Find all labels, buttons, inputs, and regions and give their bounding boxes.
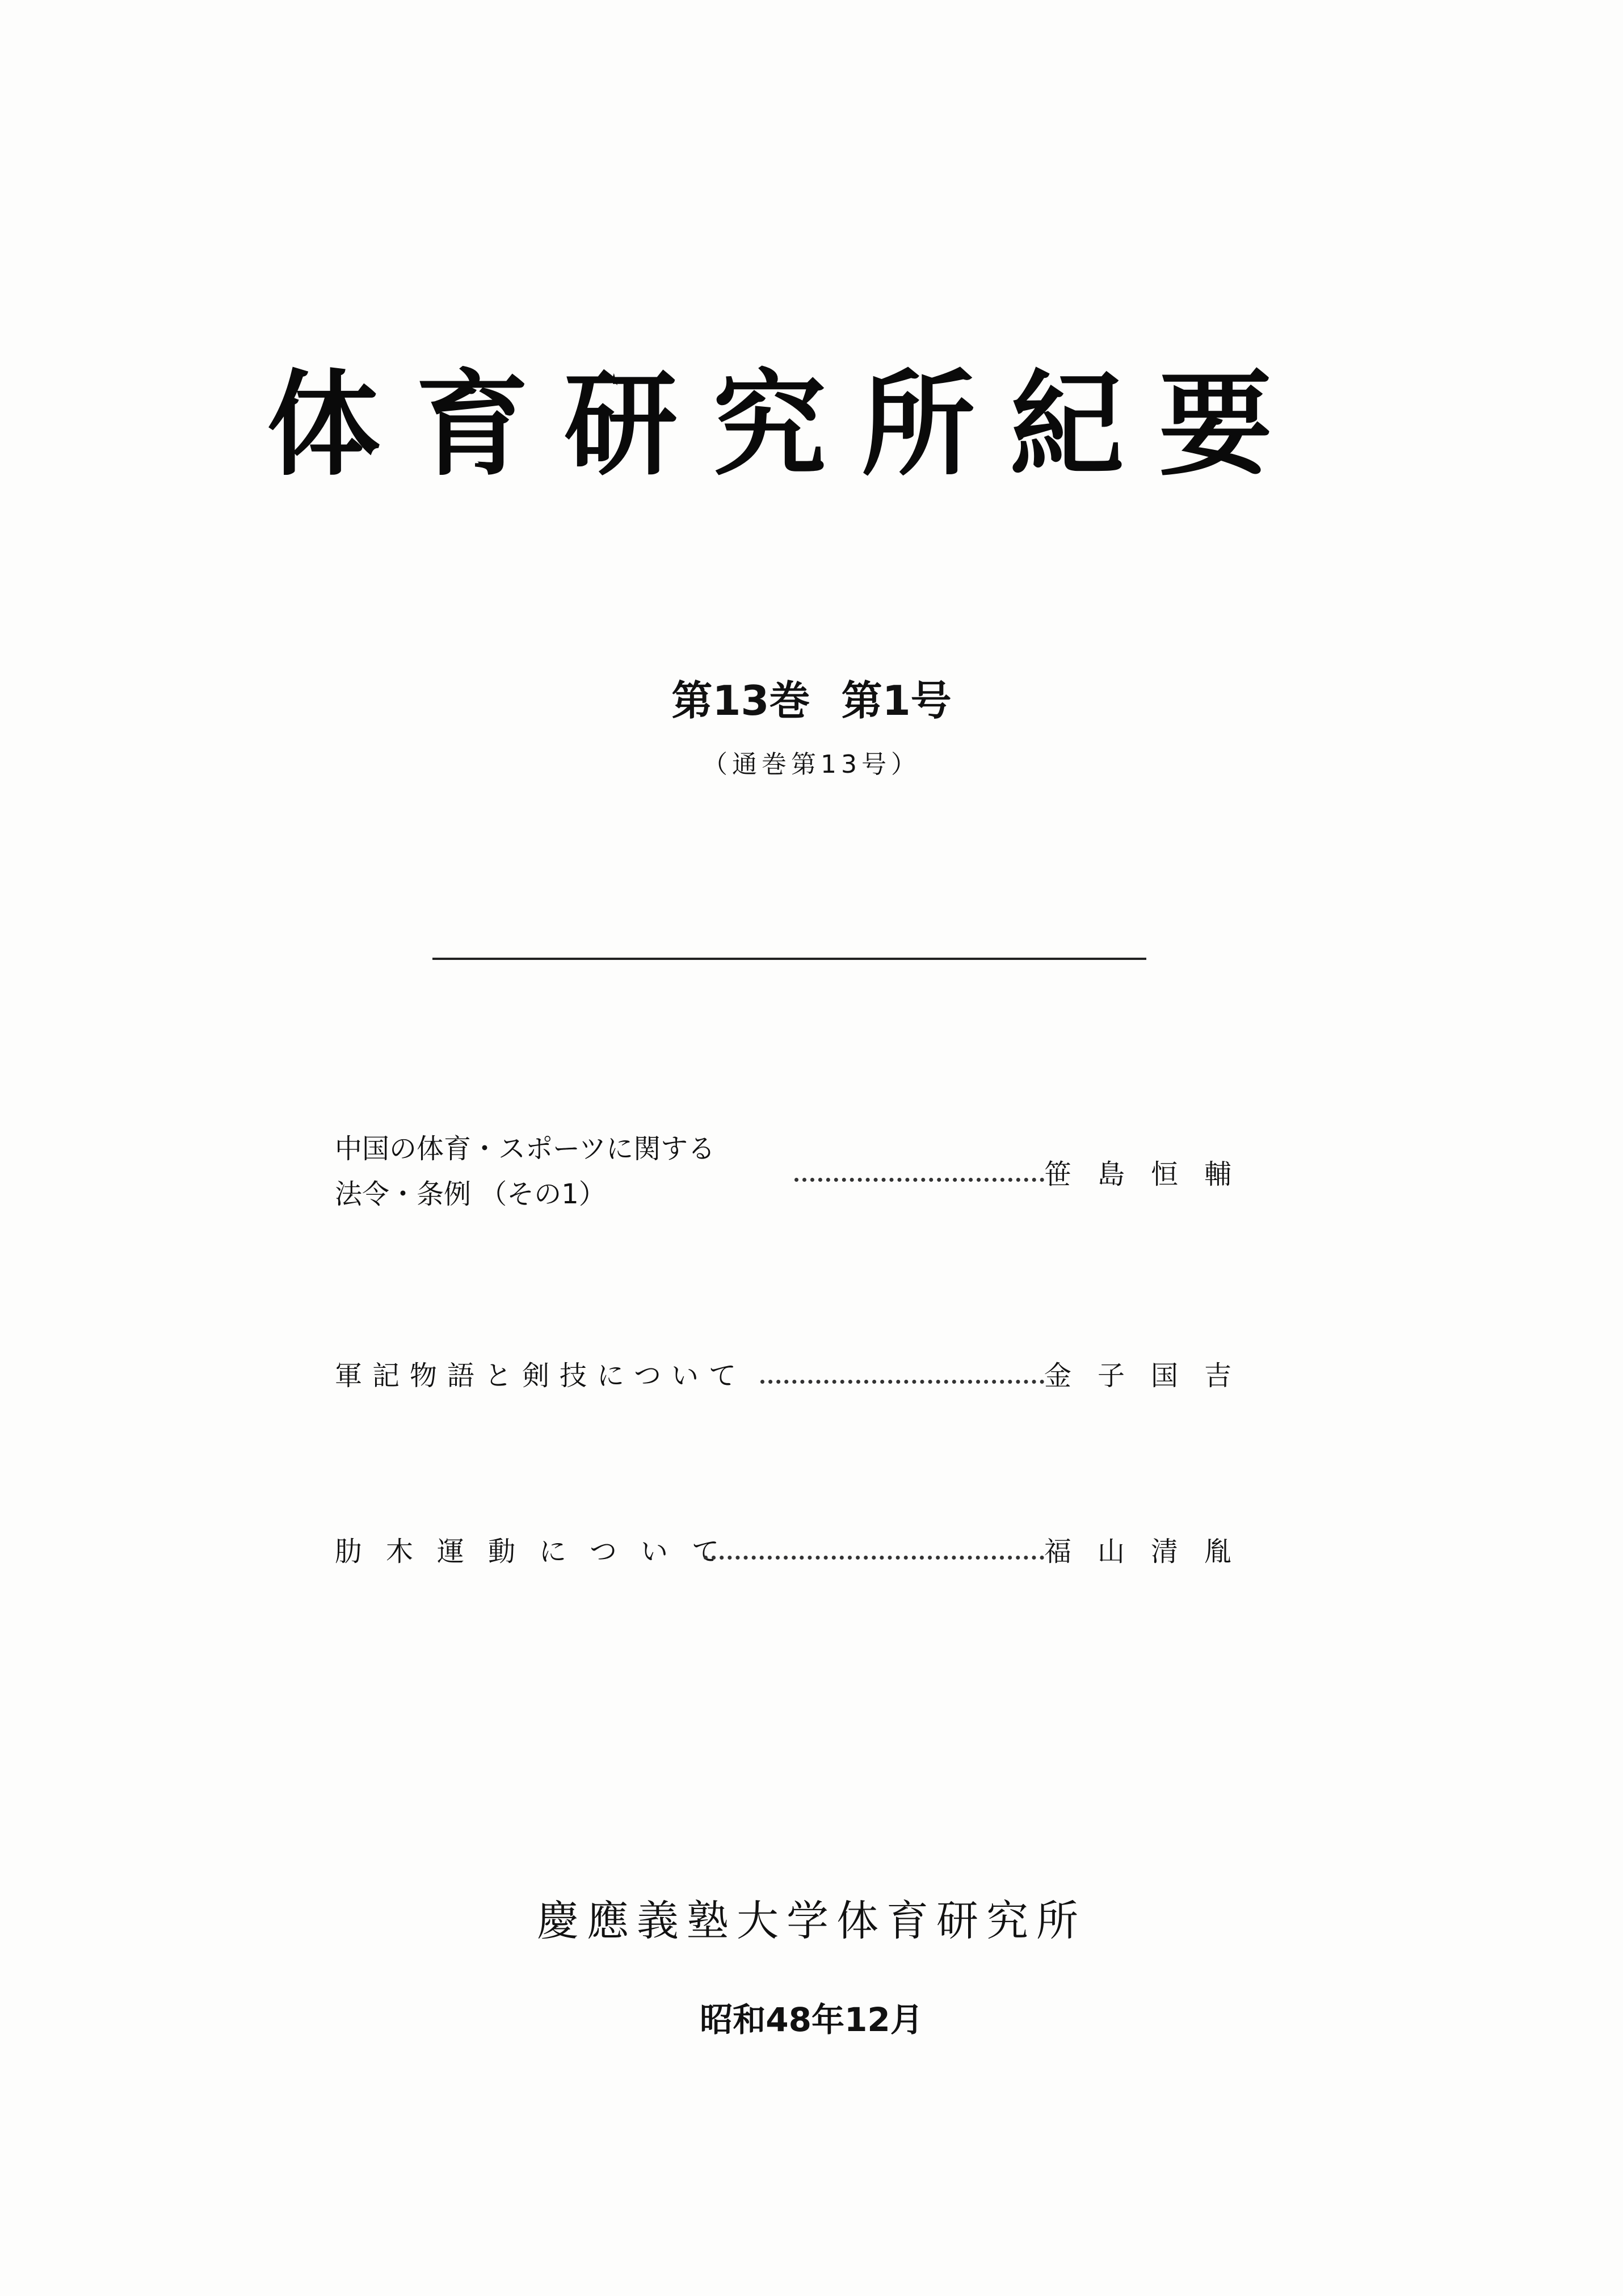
- cumulative-issue: （通巻第13号）: [703, 750, 920, 779]
- toc-title-line: 法令・条例 （その1）: [335, 1178, 606, 1210]
- toc-author: 福山清胤: [1044, 1536, 1258, 1568]
- toc-title-line: 肋木運動について: [335, 1536, 743, 1568]
- publication-date: 昭和48年12月: [700, 2000, 923, 2039]
- toc-leader-dots: [794, 1178, 1044, 1182]
- toc-entry: [335, 1129, 1258, 1220]
- toc-author: 金子国吉: [1044, 1360, 1258, 1392]
- journal-title: 体育研究所紀要: [267, 359, 1308, 491]
- publisher-name: 慶應義塾大学体育研究所: [537, 1897, 1086, 1945]
- toc-entry: [335, 1532, 1258, 1623]
- toc-entry: [335, 1356, 1258, 1447]
- volume-number: 第13巻 第1号: [671, 677, 952, 724]
- toc-leader-dots: [760, 1380, 1044, 1384]
- divider-rule: [432, 958, 1146, 960]
- toc-leader-dots: [704, 1556, 1044, 1560]
- toc-author: 笹島恒輔: [1044, 1158, 1258, 1190]
- toc-title-line: 中国の体育・スポーツに関する: [335, 1133, 716, 1165]
- toc-title-line: 軍記物語と剣技について: [335, 1360, 747, 1392]
